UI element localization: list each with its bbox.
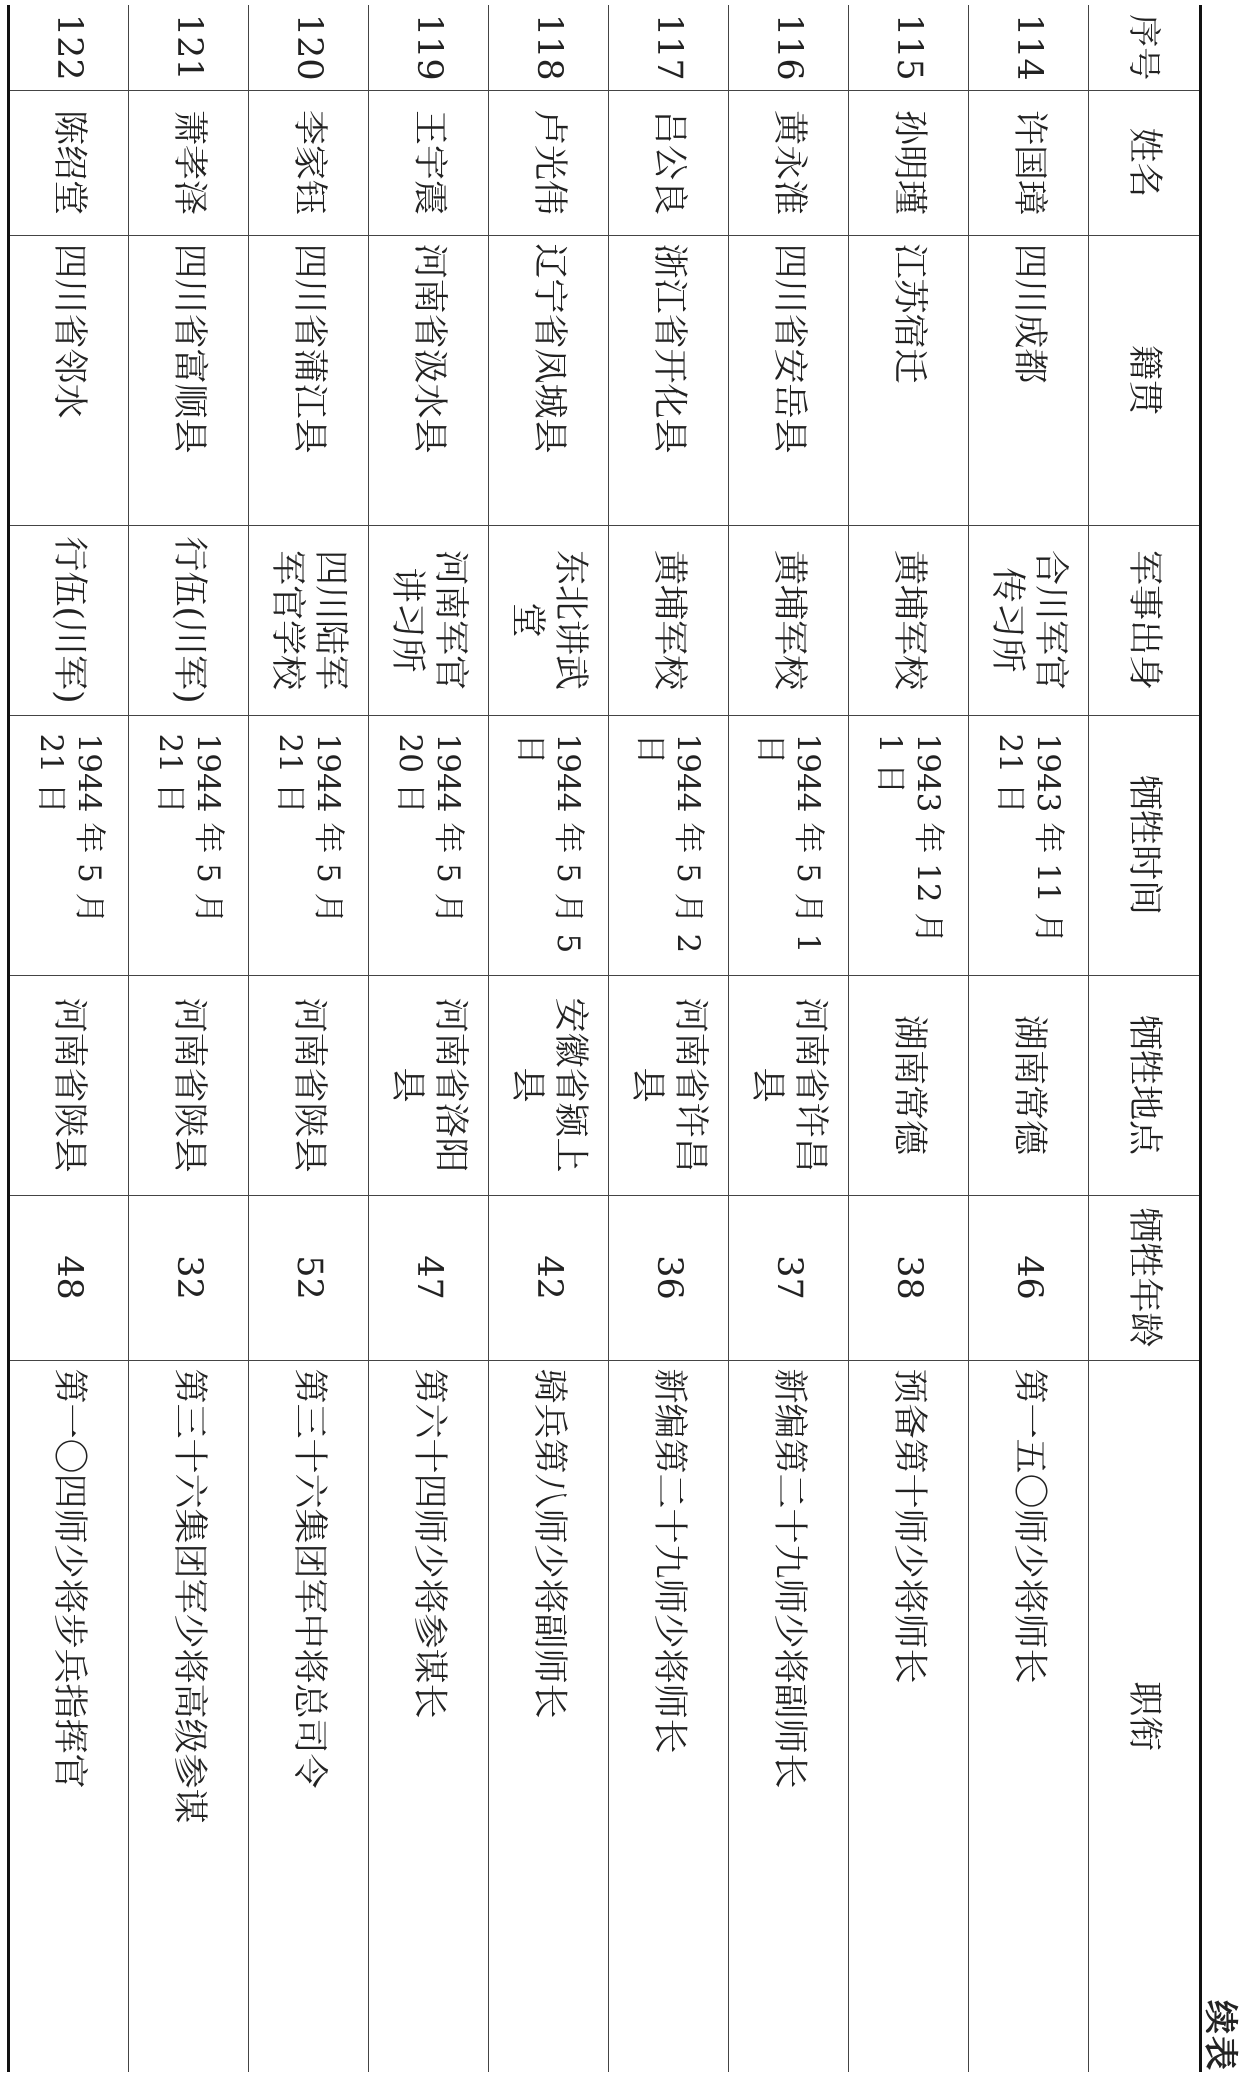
- cell-origin: 四川成都: [969, 235, 1089, 525]
- cell-title: 新编第二十九师少将师长: [609, 1360, 729, 2072]
- cell-age: 48: [9, 1195, 129, 1360]
- cell-place: 安徽省颍上县: [489, 975, 609, 1195]
- cell-date: 1943 年 12 月 1 日: [849, 715, 969, 975]
- martyrs-table: [7, 5, 1202, 2072]
- cell-place: 湖南常德: [969, 975, 1089, 1195]
- cell-place: 河南省许昌县: [729, 975, 849, 1195]
- cell-place: 河南省陕县: [249, 975, 369, 1195]
- cell-date: 1944 年 5 月 20 日: [369, 715, 489, 975]
- header-name: 姓名: [1089, 90, 1201, 235]
- cell-origin: 四川省安岳县: [729, 235, 849, 525]
- cell-date: 1944 年 5 月 2 日: [609, 715, 729, 975]
- cell-age: 46: [969, 1195, 1089, 1360]
- cell-place: 河南省洛阳县: [369, 975, 489, 1195]
- cell-number: 119: [369, 5, 489, 90]
- continued-label: 续表: [1200, 2000, 1240, 2072]
- cell-date: 1944 年 5 月 1 日: [729, 715, 849, 975]
- cell-education: 黄埔军校: [849, 525, 969, 715]
- cell-name: 许国璋: [969, 90, 1089, 235]
- cell-age: 32: [129, 1195, 249, 1360]
- cell-education: 四川陆军军官学校: [249, 525, 369, 715]
- cell-number: 115: [849, 5, 969, 90]
- cell-name: 孙明瑾: [849, 90, 969, 235]
- cell-origin: 河南省汲水县: [369, 235, 489, 525]
- cell-origin: 四川省富顺县: [129, 235, 249, 525]
- cell-age: 42: [489, 1195, 609, 1360]
- header-date: 牺牲时间: [1089, 715, 1201, 975]
- cell-title: 第三十六集团军少将高级参谋: [129, 1360, 249, 2072]
- header-number: 序号: [1089, 5, 1201, 90]
- cell-date: 1944 年 5 月 21 日: [129, 715, 249, 975]
- cell-age: 36: [609, 1195, 729, 1360]
- cell-origin: 辽宁省凤城县: [489, 235, 609, 525]
- cell-name: 卢光伟: [489, 90, 609, 235]
- cell-title: 第一〇四师少将步兵指挥官: [9, 1360, 129, 2072]
- cell-education: 行伍(川军): [129, 525, 249, 715]
- cell-number: 117: [609, 5, 729, 90]
- cell-date: 1943 年 11 月 21 日: [969, 715, 1089, 975]
- cell-name: 萧孝泽: [129, 90, 249, 235]
- table-body: [9, 5, 1089, 2072]
- cell-number: 121: [129, 5, 249, 90]
- table-row: [9, 5, 129, 2072]
- cell-place: 湖南常德: [849, 975, 969, 1195]
- table-row: [729, 5, 849, 2072]
- cell-name: 黄永淮: [729, 90, 849, 235]
- cell-title: 骑兵第八师少将副师长: [489, 1360, 609, 2072]
- cell-education: 黄埔军校: [729, 525, 849, 715]
- cell-education: 黄埔军校: [609, 525, 729, 715]
- table-row: [609, 5, 729, 2072]
- cell-education: 行伍(川军): [9, 525, 129, 715]
- table-row: [849, 5, 969, 2072]
- header-age: 牺牲年龄: [1089, 1195, 1201, 1360]
- cell-name: 李家钰: [249, 90, 369, 235]
- cell-name: 陈绍堂: [9, 90, 129, 235]
- cell-number: 118: [489, 5, 609, 90]
- cell-education: 东北讲武堂: [489, 525, 609, 715]
- table-row: [249, 5, 369, 2072]
- table-header-row: [1089, 5, 1201, 2072]
- table-row: [489, 5, 609, 2072]
- cell-origin: 江苏宿迁: [849, 235, 969, 525]
- cell-age: 37: [729, 1195, 849, 1360]
- table-row: [129, 5, 249, 2072]
- cell-number: 114: [969, 5, 1089, 90]
- cell-title: 第三十六集团军中将总司令: [249, 1360, 369, 2072]
- table-row: [969, 5, 1089, 2072]
- cell-education: 河南军官讲习所: [369, 525, 489, 715]
- cell-place: 河南省陕县: [129, 975, 249, 1195]
- cell-date: 1944 年 5 月 5 日: [489, 715, 609, 975]
- cell-date: 1944 年 5 月 21 日: [249, 715, 369, 975]
- cell-number: 120: [249, 5, 369, 90]
- cell-place: 河南省陕县: [9, 975, 129, 1195]
- cell-origin: 四川省邻水: [9, 235, 129, 525]
- cell-age: 38: [849, 1195, 969, 1360]
- cell-date: 1944 年 5 月 21 日: [9, 715, 129, 975]
- cell-origin: 浙江省开化县: [609, 235, 729, 525]
- cell-age: 52: [249, 1195, 369, 1360]
- cell-title: 第六十四师少将参谋长: [369, 1360, 489, 2072]
- cell-name: 王宇震: [369, 90, 489, 235]
- table-row: [369, 5, 489, 2072]
- cell-origin: 四川省蒲江县: [249, 235, 369, 525]
- cell-number: 122: [9, 5, 129, 90]
- cell-name: 吕公良: [609, 90, 729, 235]
- header-title: 职衔: [1089, 1360, 1201, 2072]
- cell-place: 河南省许昌县: [609, 975, 729, 1195]
- header-education: 军事出身: [1089, 525, 1201, 715]
- header-place: 牺牲地点: [1089, 975, 1201, 1195]
- cell-title: 第一五〇师少将师长: [969, 1360, 1089, 2072]
- cell-age: 47: [369, 1195, 489, 1360]
- cell-number: 116: [729, 5, 849, 90]
- cell-title: 预备第十师少将师长: [849, 1360, 969, 2072]
- header-origin: 籍贯: [1089, 235, 1201, 525]
- cell-education: 合川军官传习所: [969, 525, 1089, 715]
- cell-title: 新编第二十九师少将副师长: [729, 1360, 849, 2072]
